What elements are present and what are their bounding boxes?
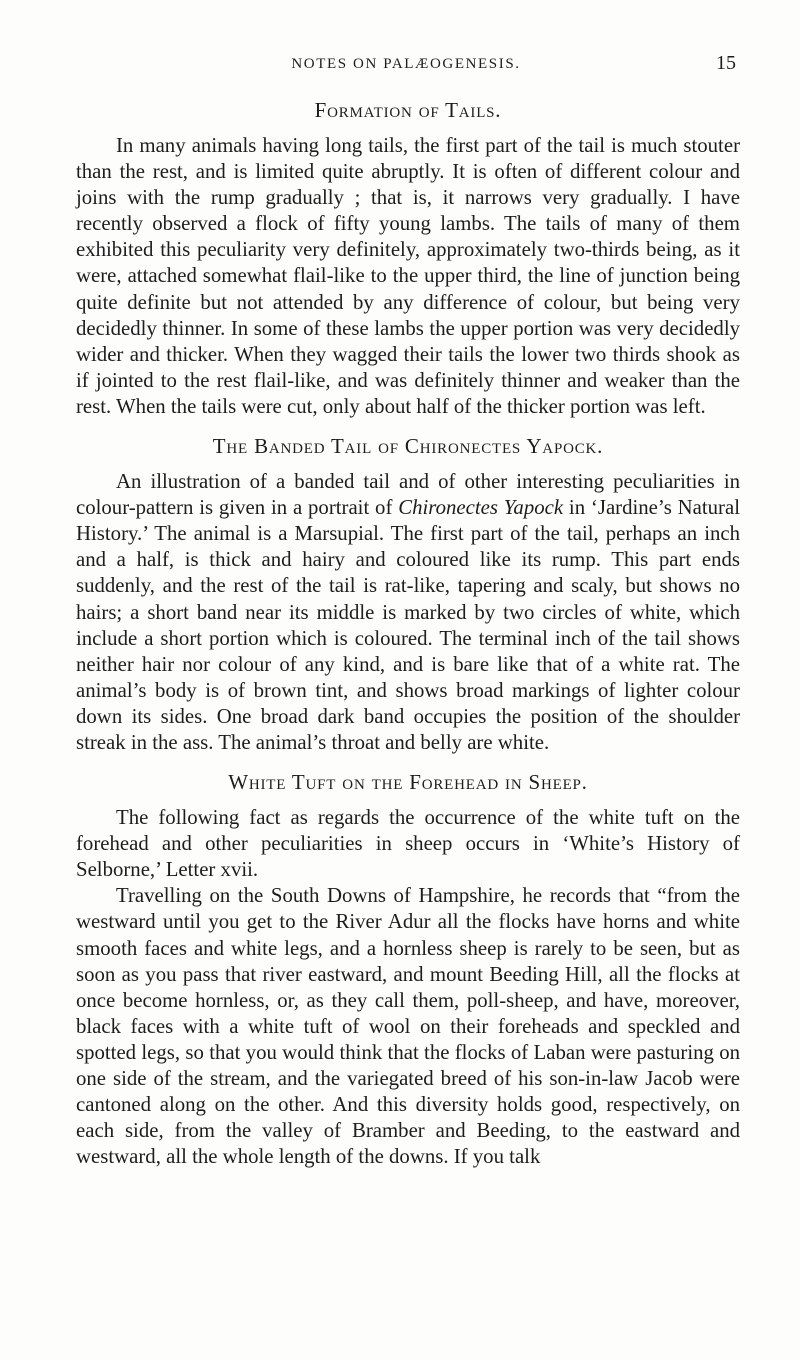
paragraph-chironectes [76, 469, 740, 756]
text-run: In many animals having long tails, the first part of the tail is much stouter than the rest, and is limited quite abruptly. It is often of different colour and joins with the rump gradually ; that is, it narrows very gradually. I have recently observed a flock of fifty young lambs. The tails of many of them exhibited this peculiarity very definitely, approximately two-thirds being, as it were, attached somewhat flail-like to the upper third, the line of junction being quite definite but not attended by any difference of colour, but being very decidedly thinner. In some of these lambs the upper portion was very decidedly wider and thicker. When they wagged their tails the lower two thirds shook as if jointed to the rest flail-like, and was definitely thinner and weaker than the rest. When the tails were cut, only about half of the thicker portion was left. [76, 134, 740, 418]
text-run: An illustration of a banded tail and of other interesting peculiarities in colour-pattern is given in a portrait of [76, 470, 740, 520]
section-heading-white-tuft: White Tuft on the Forehead in Sheep. [228, 770, 588, 795]
running-head [76, 52, 736, 78]
paragraph-tails [76, 133, 740, 420]
paragraph-south-downs [76, 883, 740, 1170]
text-run: in ‘Jardine’s Natural History.’ The animal is a Marsupial. The first part of the tail, perhaps an inch and a half, is thick and hairy and coloured like its rump. This part ends suddenly, and the rest of the tail is rat-like, tapering and scaly, but shows no hairs; a short band near its middle is marked by two circles of white, which include a short portion which is coloured. The terminal inch of the tail shows neither hair nor colour of any kind, and is bare like that of a white rat. The animal’s body is of brown tint, and shows broad markings of lighter colour down its sides. One broad dark band occupies the position of the shoulder streak in the ass. The animal’s throat and belly are white. [76, 496, 740, 754]
page-body [76, 98, 740, 1170]
paragraph-selborne-intro [76, 805, 740, 883]
running-title: NOTES ON PALÆOGENESIS. [291, 56, 521, 72]
text-run: Travelling on the South Downs of Hampshire, he records that “from the westward until you get to the River Adur all the flocks have horns and white smooth faces and white legs, and a hornless sheep is rarely to be seen, but as soon as you pass that river eastward, and mount Beeding Hill, all the flocks at once become hornless, or, as they call them, poll-sheep, and have, moreover, black faces with a white tuft of wool on their foreheads and speckled and spotted legs, so that you would think that the flocks of Laban were pasturing on one side of the stream, and the variegated breed of his son-in-law Jacob were cantoned along on the other. And this diversity holds good, respectively, on each side, from the valley of Bramber and Beeding, to the eastward and westward, all the whole length of the downs. If you talk [76, 884, 740, 1169]
text-run-italic: Chironectes Yapock [398, 496, 564, 520]
text-run: The following fact as regards the occurrence of the white tuft on the forehead and other peculiarities in sheep occurs in ‘White’s History of Selborne,’ Letter xvii. [76, 806, 740, 882]
page-number: 15 [716, 52, 736, 74]
section-heading-banded-tail: The Banded Tail of Chironectes Yapock. [212, 434, 604, 459]
section-heading-formation-of-tails: Formation of Tails. [314, 98, 502, 122]
